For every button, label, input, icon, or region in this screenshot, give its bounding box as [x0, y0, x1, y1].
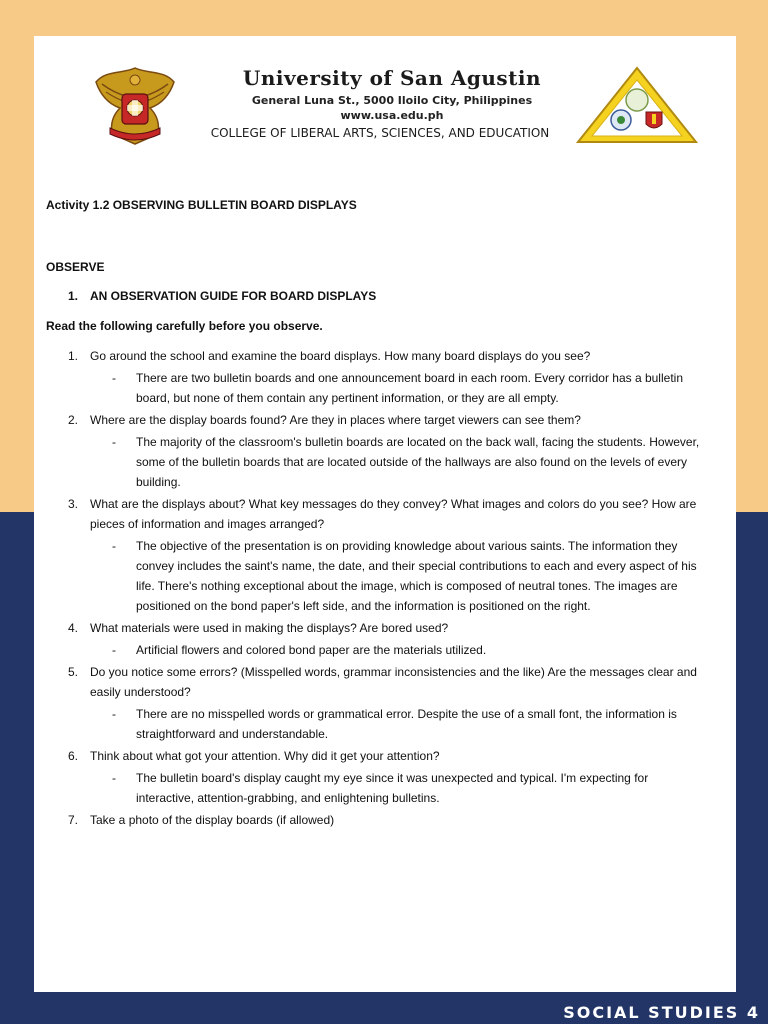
answer-bullet: -	[112, 771, 116, 785]
answer-line: The bulletin board's display caught my eye since it was unexpected and typical. I'm expecting for	[136, 771, 649, 785]
answer-bullet: -	[112, 371, 116, 385]
answer-line: some of the bulletin boards that are located outside of the hallways are also found on the levels of every	[136, 455, 688, 469]
guide-number: 1.	[68, 289, 79, 303]
question-number: 3.	[68, 497, 79, 511]
question-number: 6.	[68, 749, 79, 763]
question-line: What materials were used in making the displays? Are bored used?	[90, 621, 449, 635]
answer-bullet: -	[112, 707, 116, 721]
answer-line: convey includes the saint's name, the date, and their special contributions to each and every aspect of his	[136, 559, 697, 573]
answer-bullet: -	[112, 539, 116, 553]
question-text	[90, 746, 724, 766]
question-line: Think about what got your attention. Why did it get your attention?	[90, 749, 440, 763]
instruction: Read the following carefully before you observe.	[46, 319, 323, 333]
question-line: Go around the school and examine the board displays. How many board displays do you see?	[90, 349, 591, 363]
question-text	[90, 410, 724, 430]
question-number: 5.	[68, 665, 79, 679]
answer-text	[136, 536, 724, 616]
activity-title: Activity 1.2 OBSERVING BULLETIN BOARD DISPLAYS	[46, 198, 357, 212]
answer-line: The majority of the classroom's bulletin boards are located on the back wall, facing the students. However,	[136, 435, 700, 449]
answer-text	[136, 432, 724, 492]
answer-text	[136, 704, 724, 744]
question-line: Do you notice some errors? (Misspelled words, grammar inconsistencies and the like) Are the messages clear and	[90, 665, 697, 679]
answer-line: life. There's nothing exceptional about the image, which is composed of neutral tones. The images are	[136, 579, 678, 593]
answer-line: There are two bulletin boards and one announcement board in each room. Every corridor has a bulletin	[136, 371, 683, 385]
answer-line: interactive, attention-grabbing, and enlightening bulletins.	[136, 791, 440, 805]
question-text	[90, 618, 724, 638]
answer-line: straightforward and understandable.	[136, 727, 329, 741]
question-text	[90, 662, 724, 702]
document-page	[34, 36, 736, 992]
university-name: University of San Agustin	[242, 66, 542, 90]
answer-bullet: -	[112, 435, 116, 449]
answer-line: board, but none of them contain any pertinent information, or they are all empty.	[136, 391, 559, 405]
question-number: 7.	[68, 813, 79, 827]
answer-text	[136, 768, 724, 808]
question-number: 2.	[68, 413, 79, 427]
answer-text	[136, 368, 724, 408]
question-line: What are the displays about? What key messages do they convey? What images and colors do you see? How are	[90, 497, 697, 511]
guide-title: AN OBSERVATION GUIDE FOR BOARD DISPLAYS	[90, 289, 377, 303]
answer-line: The objective of the presentation is on providing knowledge about various saints. The information they	[136, 539, 678, 553]
question-line: Where are the display boards found? Are they in places where target viewers can see them?	[90, 413, 581, 427]
answer-line: positioned on the bond paper's left side, and the information is positioned on the right.	[136, 599, 591, 613]
question-number: 4.	[68, 621, 79, 635]
document-body	[34, 36, 736, 992]
question-text	[90, 494, 724, 534]
question-line: pieces of information and images arranged?	[90, 517, 325, 531]
answer-text	[136, 640, 724, 660]
question-line: Take a photo of the display boards (if allowed)	[90, 813, 335, 827]
question-line: easily understood?	[90, 685, 191, 699]
answer-bullet: -	[112, 643, 116, 657]
question-text	[90, 346, 724, 366]
answer-line: building.	[136, 475, 181, 489]
university-website: www.usa.edu.ph	[340, 109, 444, 122]
footer-course-label: SOCIAL STUDIES 4	[563, 1003, 760, 1022]
college-name: COLLEGE OF LIBERAL ARTS, SCIENCES, AND EDUCATION	[210, 126, 550, 140]
university-address: General Luna St., 5000 Iloilo City, Philippines	[251, 94, 533, 107]
question-number: 1.	[68, 349, 79, 363]
question-text	[90, 810, 724, 830]
answer-line: Artificial flowers and colored bond paper are the materials utilized.	[136, 643, 487, 657]
section-heading: OBSERVE	[46, 260, 105, 274]
answer-line: There are no misspelled words or grammatical error. Despite the use of a small font, the information is	[136, 707, 677, 721]
